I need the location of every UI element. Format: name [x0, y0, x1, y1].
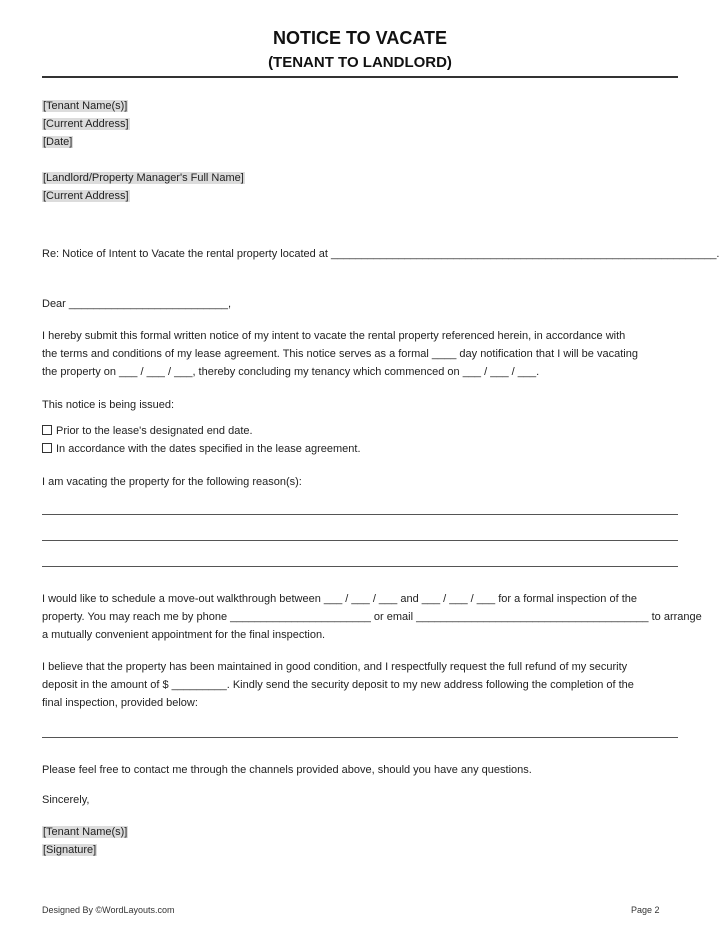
paragraph-1-line: the terms and conditions of my lease agreement. This notice serves as a formal ____ day notification that I will be vacating	[42, 348, 638, 360]
paragraph-2-line: a mutually convenient appointment for the final inspection.	[42, 629, 326, 641]
signature-name-field[interactable]: [Tenant Name(s)]	[43, 826, 128, 838]
salutation: Dear __________________________,	[42, 298, 232, 310]
contact-paragraph: Please feel free to contact me through the channels provided above, should you have any questions.	[42, 764, 532, 776]
paragraph-2-line: I would like to schedule a move-out walkthrough between ___ / ___ / ___ and ___ / ___ / ___ for a formal inspection of the	[42, 593, 637, 605]
checkbox-icon[interactable]	[42, 425, 52, 435]
reason-line-1[interactable]	[42, 514, 678, 515]
paragraph-3-line: final inspection, provided below:	[42, 697, 198, 709]
title-rule	[42, 76, 678, 78]
new-address-line[interactable]	[42, 737, 678, 738]
paragraph-1-line: I hereby submit this formal written notice of my intent to vacate the rental property referenced herein, in accordance with	[42, 330, 626, 342]
signature-field[interactable]: [Signature]	[43, 844, 97, 856]
option-prior-to-end[interactable]: Prior to the lease's designated end date.	[42, 424, 253, 438]
reasons-label: I am vacating the property for the following reason(s):	[42, 476, 302, 488]
tenant-address-field[interactable]: [Current Address]	[43, 118, 129, 130]
date-field[interactable]: [Date]	[43, 136, 73, 148]
closing: Sincerely,	[42, 794, 90, 806]
paragraph-3-line: deposit in the amount of $ _________. Kindly send the security deposit to my new address following the completion of the	[42, 679, 634, 691]
tenant-name-field[interactable]: [Tenant Name(s)]	[43, 100, 128, 112]
document-title: NOTICE TO VACATE	[272, 28, 447, 48]
re-line: Re: Notice of Intent to Vacate the rental property located at _______________________________________________________________.	[42, 248, 720, 260]
landlord-address-field[interactable]: [Current Address]	[43, 190, 129, 202]
reason-line-2[interactable]	[42, 540, 678, 541]
issued-label: This notice is being issued:	[42, 399, 175, 411]
reason-line-3[interactable]	[42, 566, 678, 567]
paragraph-3-line: I believe that the property has been maintained in good condition, and I respectfully request the full refund of my security	[42, 661, 628, 673]
document-subtitle: (TENANT TO LANDLORD)	[268, 54, 452, 71]
page-number: Page 2	[631, 905, 660, 915]
paragraph-1-line: the property on ___ / ___ / ___, thereby concluding my tenancy which commenced on ___ / ___ / ___.	[42, 366, 540, 378]
paragraph-2-line: property. You may reach me by phone _______________________ or email ______________________________________ to arrange	[42, 611, 702, 623]
option-per-lease[interactable]: In accordance with the dates specified in the lease agreement.	[42, 442, 361, 456]
checkbox-icon[interactable]	[42, 443, 52, 453]
landlord-name-field[interactable]: [Landlord/Property Manager's Full Name]	[43, 172, 244, 184]
footer-credit: Designed By ©WordLayouts.com	[42, 905, 175, 915]
